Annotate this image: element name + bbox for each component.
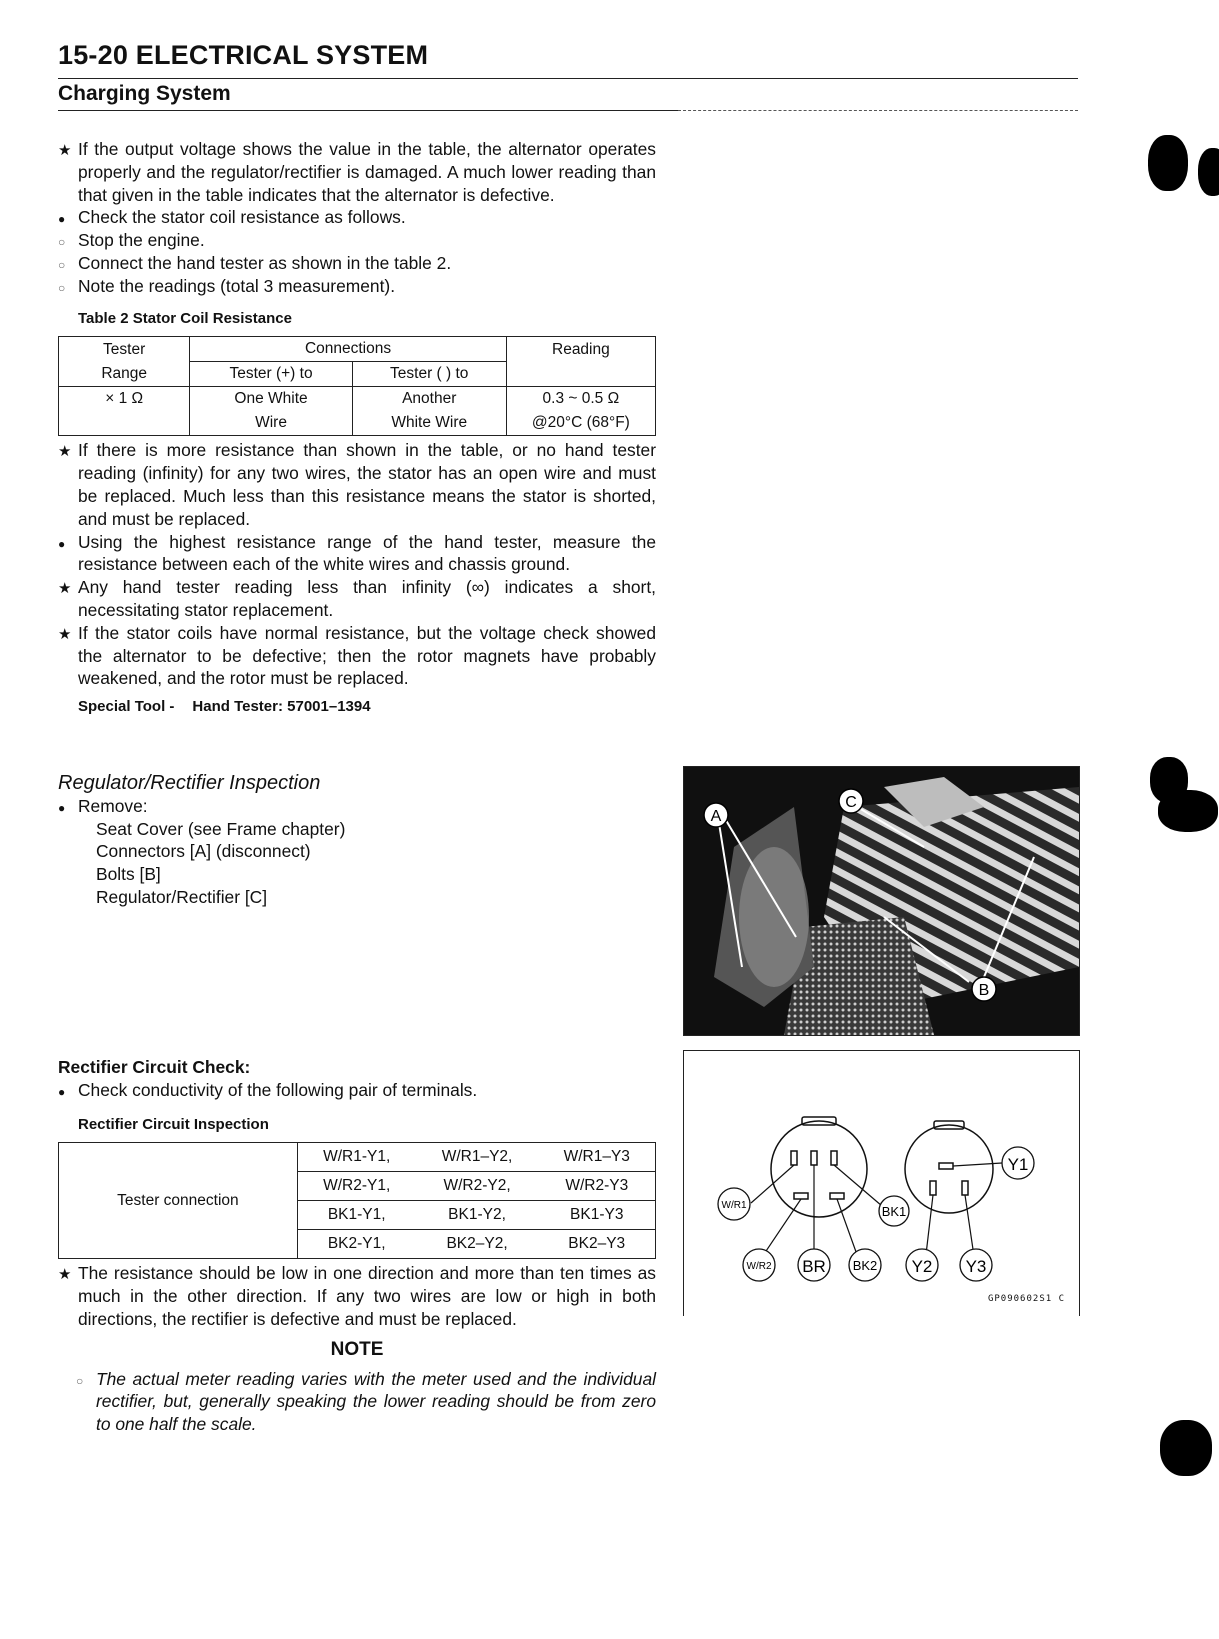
list-item-text: Note the readings (total 3 measurement).: [78, 275, 396, 296]
table-cell: W/R2-Y1,: [297, 1172, 415, 1201]
special-tool: [78, 696, 656, 719]
list-item-text: Using the highest resistance range of the hand tester, measure the resistance between each of the white wires and chassis ground.: [78, 531, 656, 575]
table-cell: BK1-Y1,: [297, 1201, 415, 1230]
note-title: NOTE: [330, 1338, 384, 1360]
table-cell: W/R1–Y2,: [416, 1143, 539, 1172]
table-cell: BK2-Y1,: [297, 1230, 415, 1259]
bullet-icon: [58, 531, 76, 556]
list-item: [58, 229, 656, 252]
section-title: Charging System: [58, 82, 231, 105]
table-cell: W/R2-Y2,: [416, 1172, 539, 1201]
margin-tab-mark: [1198, 148, 1219, 196]
terminal-label: BK2: [852, 1258, 878, 1273]
star-icon: [58, 439, 76, 464]
table-cell: [59, 411, 190, 436]
terminal-label: Y2: [911, 1257, 933, 1276]
terminal-label: Y1: [1007, 1155, 1029, 1174]
list-item: [58, 275, 656, 298]
page-title: 15-20 ELECTRICAL SYSTEM: [58, 40, 429, 70]
circle-icon: [76, 1368, 94, 1393]
terminal-label-y2: [906, 1249, 938, 1281]
stator-resistance-table: [58, 336, 656, 436]
callout-label: B: [978, 982, 990, 999]
list-item: [58, 1079, 656, 1102]
terminal-label: W/R2: [746, 1261, 772, 1272]
terminal-label: Y3: [965, 1257, 987, 1276]
upper-column: [58, 138, 656, 719]
table-header-cell: Tester (+) to: [190, 362, 352, 387]
terminal-label-wr1: [718, 1188, 750, 1220]
terminal-label: BR: [802, 1257, 826, 1276]
table-cell: Wire: [190, 411, 352, 436]
terminal-label: W/R1: [721, 1200, 747, 1211]
star-icon: [58, 576, 76, 601]
note-body: [58, 1368, 656, 1436]
table-caption: Rectifier Circuit Inspection: [78, 1115, 269, 1133]
margin-tab-mark: [1160, 1420, 1212, 1476]
list-item: [58, 576, 656, 622]
list-item-text: Any hand tester reading less than infinity (∞) indicates a short, necessitating stator replacement.: [78, 577, 656, 620]
table-header-cell: Reading: [506, 337, 655, 362]
terminal-label-y3: [960, 1249, 992, 1281]
callout-label: A: [710, 808, 722, 825]
remove-item: Regulator/Rectifier [C]: [96, 886, 268, 907]
regulator-section: [58, 772, 618, 909]
list-item-text: Connect the hand tester as shown in the table 2.: [78, 252, 452, 273]
figure-code: GP090602S1 C: [987, 1294, 1065, 1304]
section-rule-dashed: [678, 110, 1078, 111]
table-cell: W/R1–Y3: [539, 1143, 656, 1172]
table-cell: BK1-Y3: [539, 1201, 656, 1230]
table-cell: W/R2-Y3: [539, 1172, 656, 1201]
callout-c: [839, 789, 863, 813]
margin-tab-mark: [1148, 135, 1188, 191]
table-cell: BK2–Y2,: [416, 1230, 539, 1259]
rectifier-table: [58, 1142, 656, 1259]
subsection-title: Rectifier Circuit Check:: [58, 1057, 251, 1077]
list-item: [58, 1262, 656, 1330]
list-item: [58, 206, 656, 229]
table-cell: White Wire: [352, 411, 506, 436]
table-row-label: Tester connection: [59, 1143, 298, 1259]
table-cell: BK1-Y2,: [416, 1201, 539, 1230]
header-rule: [58, 78, 1078, 79]
list-item: [58, 622, 656, 690]
section-rule: [58, 110, 678, 111]
star-icon: [58, 622, 76, 647]
table-header-cell: [506, 362, 655, 387]
table-cell: × 1 Ω: [59, 387, 190, 412]
table-cell: W/R1-Y1,: [297, 1143, 415, 1172]
table-caption: Table 2 Stator Coil Resistance: [78, 309, 292, 327]
rectifier-section: [58, 1056, 656, 1436]
list-item: [58, 252, 656, 275]
table-cell: BK2–Y3: [539, 1230, 656, 1259]
terminal-label-bk1: [879, 1196, 909, 1226]
star-icon: [58, 1262, 76, 1287]
terminal-label-wr2: [743, 1249, 775, 1281]
table-header-cell: Range: [59, 362, 190, 387]
list-item-text: If the stator coils have normal resistance, but the voltage check showed the alternator to be defective; then the rotor magnets have probably weakened, and the rotor must be replaced.: [78, 622, 656, 689]
terminal-label-br: [798, 1249, 830, 1281]
list-item: [58, 531, 656, 577]
connector-diagram-svg: [684, 1051, 1079, 1316]
list-item-text: Stop the engine.: [78, 230, 205, 251]
circle-icon: [58, 275, 76, 300]
terminal-label-y1: [1002, 1147, 1034, 1179]
star-icon: [58, 138, 76, 163]
table-cell: @20°C (68°F): [506, 411, 655, 436]
callout-a: [704, 803, 728, 827]
table-cell: One White: [190, 387, 352, 412]
list-item: [58, 138, 656, 206]
remove-item: Connectors [A] (disconnect): [96, 841, 311, 862]
subsection-title: Regulator/Rectifier Inspection: [58, 772, 321, 794]
table-header-cell: Connections: [190, 337, 506, 362]
list-item-text: The resistance should be low in one direction and more than ten times as much in the other direction. If any two wires are low or high in both directions, the rectifier is defective and must be replaced.: [78, 1263, 656, 1329]
callout-b: [972, 977, 996, 1001]
table-cell: 0.3 ~ 0.5 Ω: [506, 387, 655, 412]
margin-tab-mark: [1158, 790, 1218, 832]
list-item-text: Check conductivity of the following pair of terminals.: [78, 1079, 478, 1100]
circle-icon: [58, 229, 76, 254]
table-cell: Another: [352, 387, 506, 412]
bullet-icon: [58, 206, 76, 231]
regulator-photo-svg: [684, 767, 1079, 1035]
list-item: [58, 795, 618, 818]
special-tool-label: Special Tool -: [78, 698, 175, 716]
connector-diagram: [683, 1050, 1080, 1316]
regulator-photo: [683, 766, 1080, 1036]
bullet-icon: [58, 1079, 76, 1104]
callout-label: C: [845, 794, 857, 811]
list-item-text: If there is more resistance than shown in the table, or no hand tester reading (infinity) for any two wires, the stator has an open wire and must be replaced. Much less than this resistance means the stator is shorted, and must be replaced.: [78, 440, 656, 529]
special-tool-value: Hand Tester: 57001–1394: [192, 698, 371, 716]
list-item-text: If the output voltage shows the value in the table, the alternator operates properly and the regulator/rectifier is damaged. A much lower reading than that given in the table indicates that the alternator is defective.: [78, 139, 656, 205]
bullet-icon: [58, 795, 76, 820]
terminal-label-bk2: [849, 1249, 881, 1281]
list-item-text: Remove:: [78, 795, 148, 816]
note-text: The actual meter reading varies with the meter used and the individual rectifier, but, generally speaking the lower reading should be from zero to one half the scale.: [96, 1368, 656, 1435]
remove-item: Seat Cover (see Frame chapter): [96, 818, 346, 839]
circle-icon: [58, 252, 76, 277]
list-item-text: Check the stator coil resistance as follows.: [78, 207, 406, 228]
table-header-cell: Tester ( ) to: [352, 362, 506, 387]
remove-item: Bolts [B]: [96, 864, 161, 885]
list-item: [58, 439, 656, 530]
table-header-cell: Tester: [59, 337, 190, 362]
terminal-label: BK1: [881, 1204, 907, 1219]
